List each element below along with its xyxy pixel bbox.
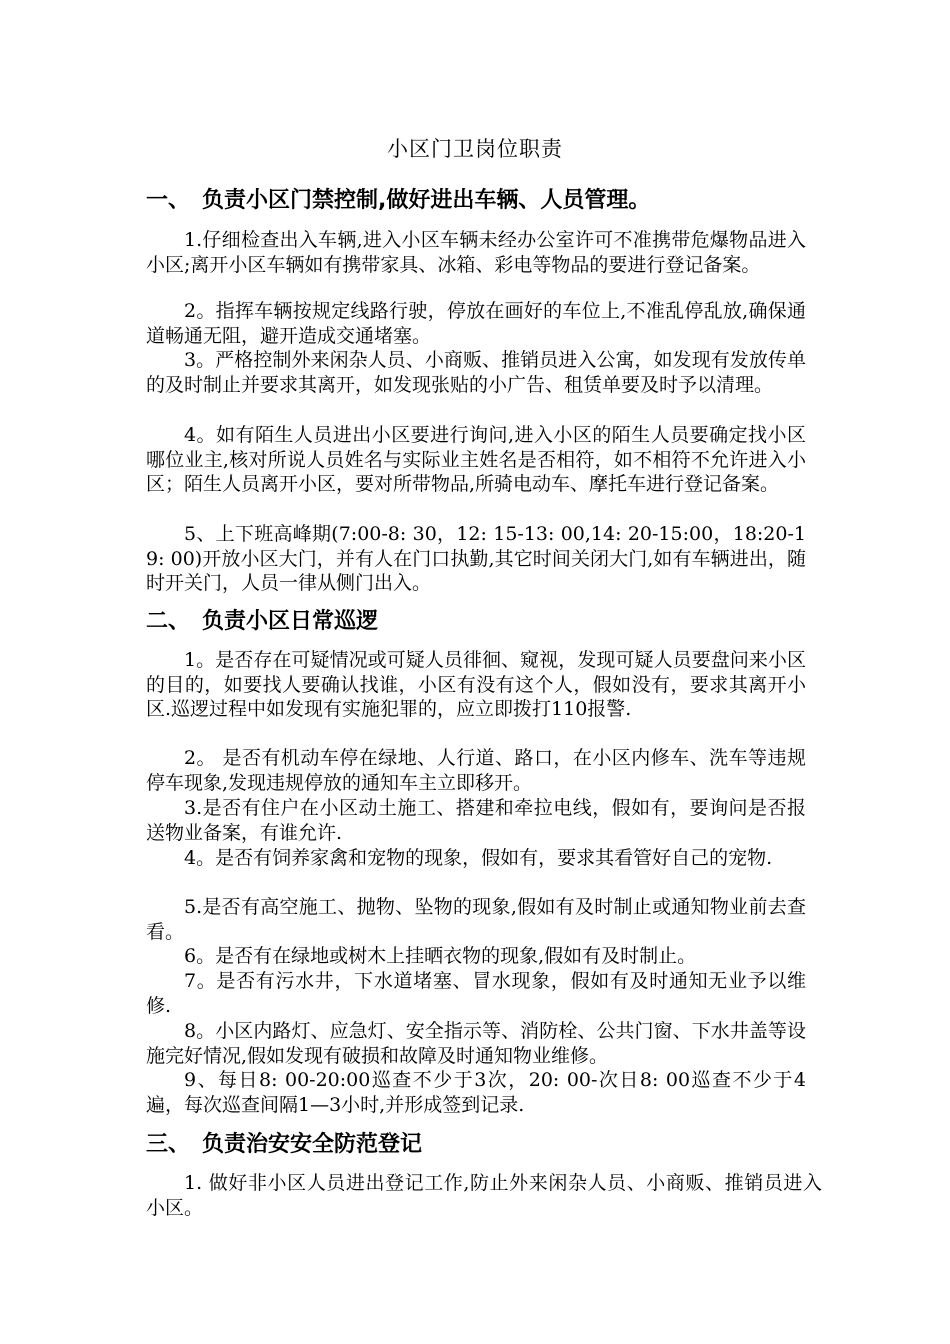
paragraph-2-1: 1。是否存在可疑情况或可疑人员徘徊、窥视，发现可疑人员要盘问来小区的目的，如要找人要确认找谁，小区有没有这个人，假如没有，要求其离开小区.巡逻过程中如发现有实施犯罪的，应立即拨打110报警. [146, 649, 806, 721]
document-title: 小区门卫岗位职责 [387, 137, 563, 161]
paragraph-2-3: 3.是否有住户在小区动土施工、搭建和牵拉电线，假如有，要询问是否报送物业备案，有谁允许. [146, 797, 806, 844]
paragraph-1-3: 3。严格控制外来闲杂人员、小商贩、推销员进入公寓，如发现有发放传单的及时制止并要求其离开，如发现张贴的小广告、租赁单要及时予以清理。 [146, 349, 806, 396]
section-number-2: 二、 [146, 609, 191, 634]
paragraph-1-4: 4。如有陌生人员进出小区要进行询问,进入小区的陌生人员要确定找小区哪位业主,核对所说人员姓名与实际业主姓名是否相符，如不相符不允许进入小区；陌生人员离开小区，要对所带物品,所骑电动车、摩托车进行登记备案。 [146, 424, 806, 496]
paragraph-2-4: 4。是否有饲养家禽和宠物的现象，假如有，要求其看管好自己的宠物. [184, 847, 773, 869]
paragraph-2-6: 6。是否有在绿地或树木上挂晒衣物的现象,假如有及时制止。 [184, 945, 697, 967]
paragraph-2-8: 8。小区内路灯、应急灯、安全指示等、消防栓、公共门窗、下水井盖等设施完好情况,假如发现有破损和故障及时通知物业维修。 [146, 1020, 806, 1067]
section-number-1: 一、 [146, 188, 191, 213]
paragraph-2-2: 2。 是否有机动车停在绿地、人行道、路口，在小区内修车、洗车等违规停车现象,发现违规停放的通知车主立即移开。 [146, 747, 806, 794]
section-heading-1 [146, 186, 836, 216]
paragraph-3-1: 1. 做好非小区人员进出登记工作,防止外来闲杂人员、小商贩、推销员进入小区。 [146, 1172, 822, 1219]
paragraph-2-5: 5.是否有高空施工、抛物、坠物的现象,假如有及时制止或通知物业前去查看。 [146, 896, 806, 943]
section-number-3: 三、 [146, 1132, 191, 1157]
paragraph-2-7: 7。是否有污水井，下水道堵塞、冒水现象，假如有及时通知无业予以维修. [146, 970, 806, 1017]
paragraph-1-1: 1.仔细检查出入车辆,进入小区车辆未经办公室许可不准携带危爆物品进入小区;离开小区车辆如有携带家具、冰箱、彩电等物品的要进行登记备案。 [146, 229, 806, 276]
section-heading-3 [146, 1130, 836, 1160]
paragraph-1-5: 5、上下班高峰期(7:00-8: 30，12: 15-13: 00,14: 20-15:00，18:20-19: 00)开放小区大门，并有人在门口执勤,其它时间关闭大门,如有车辆进出，随时开关门，人员一律从侧门出入。 [146, 523, 806, 595]
paragraph-1-2: 2。指挥车辆按规定线路行驶，停放在画好的车位上,不准乱停乱放,确保通道畅通无阻，避开造成交通堵塞。 [146, 300, 806, 347]
section-heading-2 [146, 607, 836, 637]
section-title-2: 负责小区日常巡逻 [202, 609, 379, 634]
section-title-1: 负责小区门禁控制,做好进出车辆、人员管理。 [202, 188, 651, 213]
section-title-3: 负责治安安全防范登记 [202, 1132, 423, 1157]
paragraph-2-9: 9、每日8: 00-20:00巡查不少于3次，20: 00-次日8: 00巡查不少于4遍，每次巡查间隔1—3小时,并形成签到记录. [146, 1069, 806, 1116]
